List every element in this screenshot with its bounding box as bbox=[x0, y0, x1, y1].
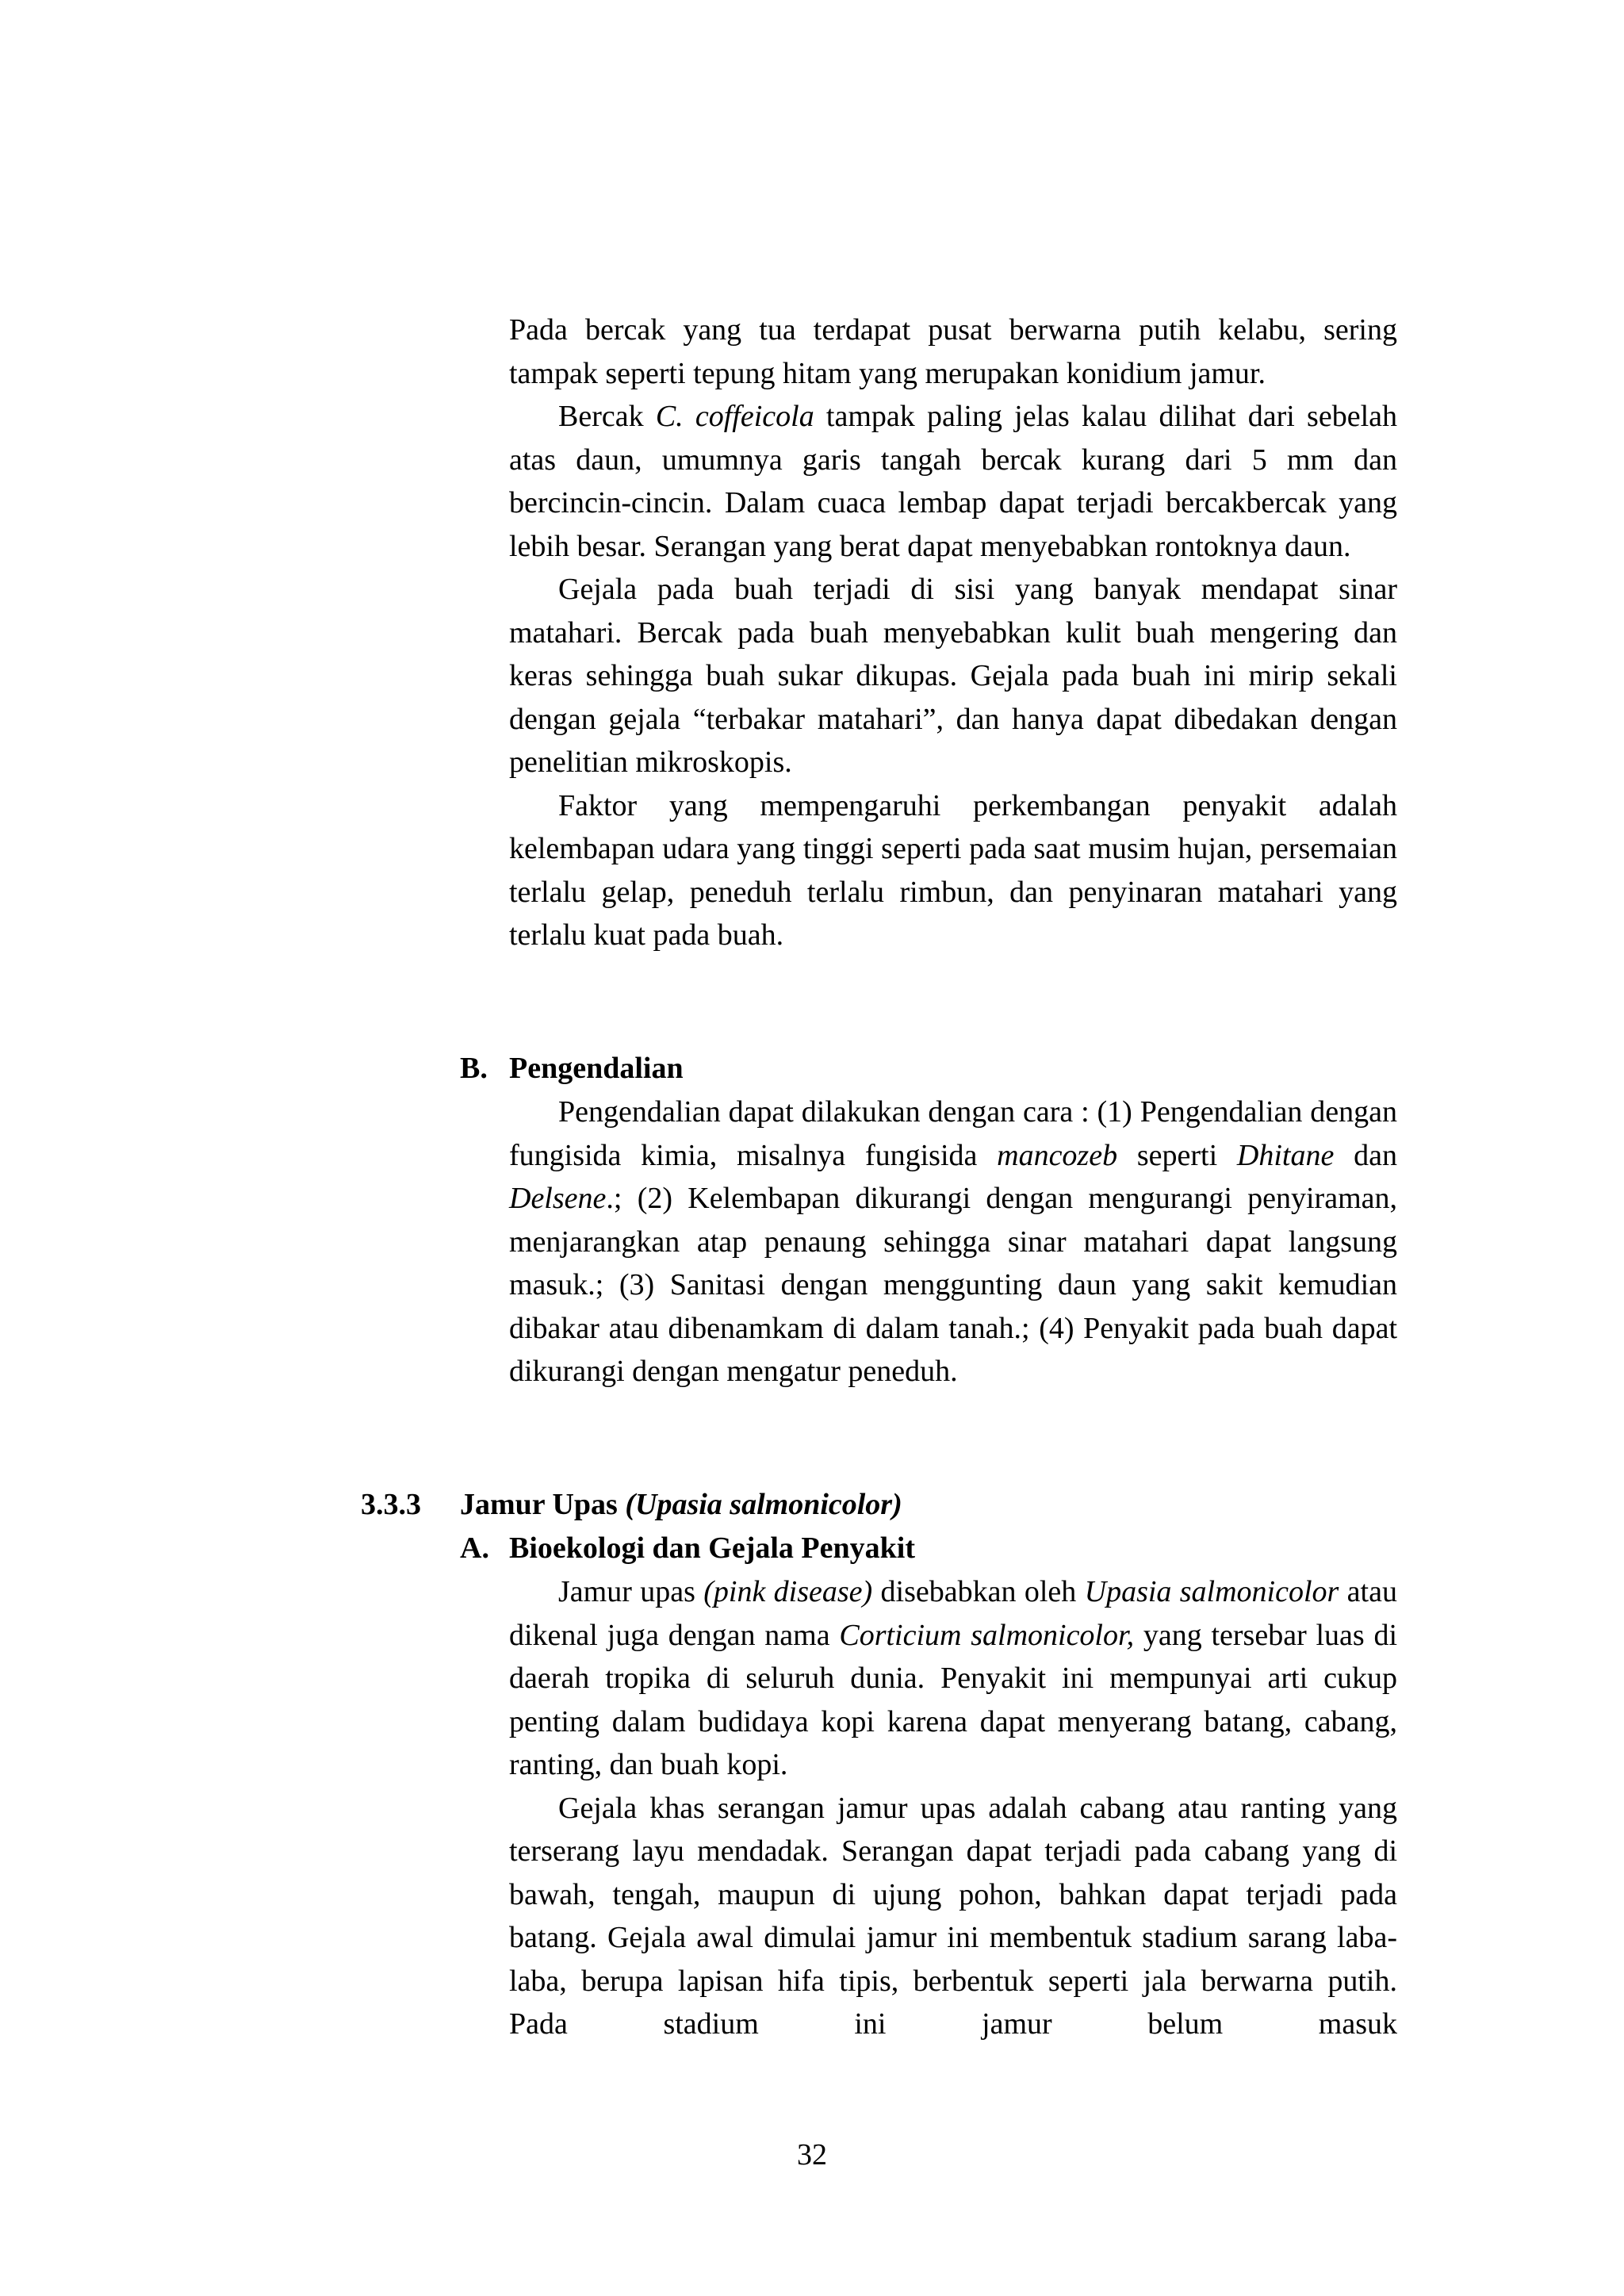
section-heading-pengendalian: B. Pengendalian bbox=[460, 1052, 684, 1085]
page-number: 32 bbox=[797, 2138, 827, 2171]
section-b-body bbox=[509, 1091, 1397, 1393]
paragraph: Jamur upas (pink disease) disebabkan oleh Upasia salmonicolor atau dikenal juga dengan nama Corticium salmonicolor, yang tersebar luas di daerah tropika di seluruh dunia. Penyakit ini mempunyai arti cukup penting dalam budidaya kopi karena dapat menyerang batang, cabang, ranting, dan buah kopi. bbox=[509, 1575, 1398, 1781]
section-a-continued bbox=[509, 309, 1397, 957]
paragraph: Bercak C. coffeicola tampak paling jelas kalau dilihat dari sebelah atas daun, umumnya garis tangah bercak kurang dari 5 mm dan bercincin-cincin. Dalam cuaca lembap dapat terjadi bercakbercak yang lebih besar. Serangan yang berat dapat menyebabkan rontoknya daun. bbox=[509, 400, 1397, 563]
section-heading-bioekologi: A. Bioekologi dan Gejala Penyakit bbox=[460, 1531, 915, 1565]
paragraph: Faktor yang mempengaruhi perkembangan penyakit adalah kelembapan udara yang tinggi seperti pada saat musim hujan, persemaian terlalu gelap, peneduh terlalu rimbun, dan penyinaran matahari yang terlalu kuat pada buah. bbox=[509, 788, 1397, 952]
paragraph: Gejala pada buah terjadi di sisi yang banyak mendapat sinar matahari. Bercak pada buah menyebabkan kulit buah mengering dan keras sehingga buah sukar dikupas. Gejala pada buah ini mirip sekali dengan gejala “terbakar matahari”, dan hanya dapat dibedakan dengan penelitian mikroskopis. bbox=[509, 573, 1397, 779]
section-333-a-body bbox=[509, 1570, 1397, 2046]
paragraph: Pengendalian dapat dilakukan dengan cara : (1) Pengendalian dengan fungisida kimia, misalnya fungisida mancozeb seperti Dhitane dan Delsene.; (2) Kelembapan dikurangi dengan mengurangi penyiraman, menjarangkan atap penaung sehingga sinar matahari dapat langsung masuk.; (3) Sanitasi dengan menggunting daun yang sakit kemudian dibakar atau dibenamkam di dalam tanah.; (4) Penyakit pada buah dapat dikurangi dengan mengatur peneduh. bbox=[509, 1095, 1397, 1388]
paragraph: Pada bercak yang tua terdapat pusat berwarna putih kelabu, sering tampak seperti tepung hitam yang merupakan konidium jamur. bbox=[509, 313, 1397, 390]
subsection-heading-jamur-upas: 3.3.3 Jamur Upas (Upasia salmonicolor) bbox=[361, 1488, 902, 1521]
paragraph: Gejala khas serangan jamur upas adalah cabang atau ranting yang terserang layu mendadak. Serangan dapat terjadi pada cabang yang di bawah, tengah, maupun di ujung pohon, bahkan dapat terjadi pada batang. Gejala awal dimulai jamur ini membentuk stadium sarang laba-laba, berupa lapisan hifa tipis, berbentuk seperti jala berwarna putih. Pada stadium ini jamur belum masuk bbox=[509, 1791, 1397, 2041]
